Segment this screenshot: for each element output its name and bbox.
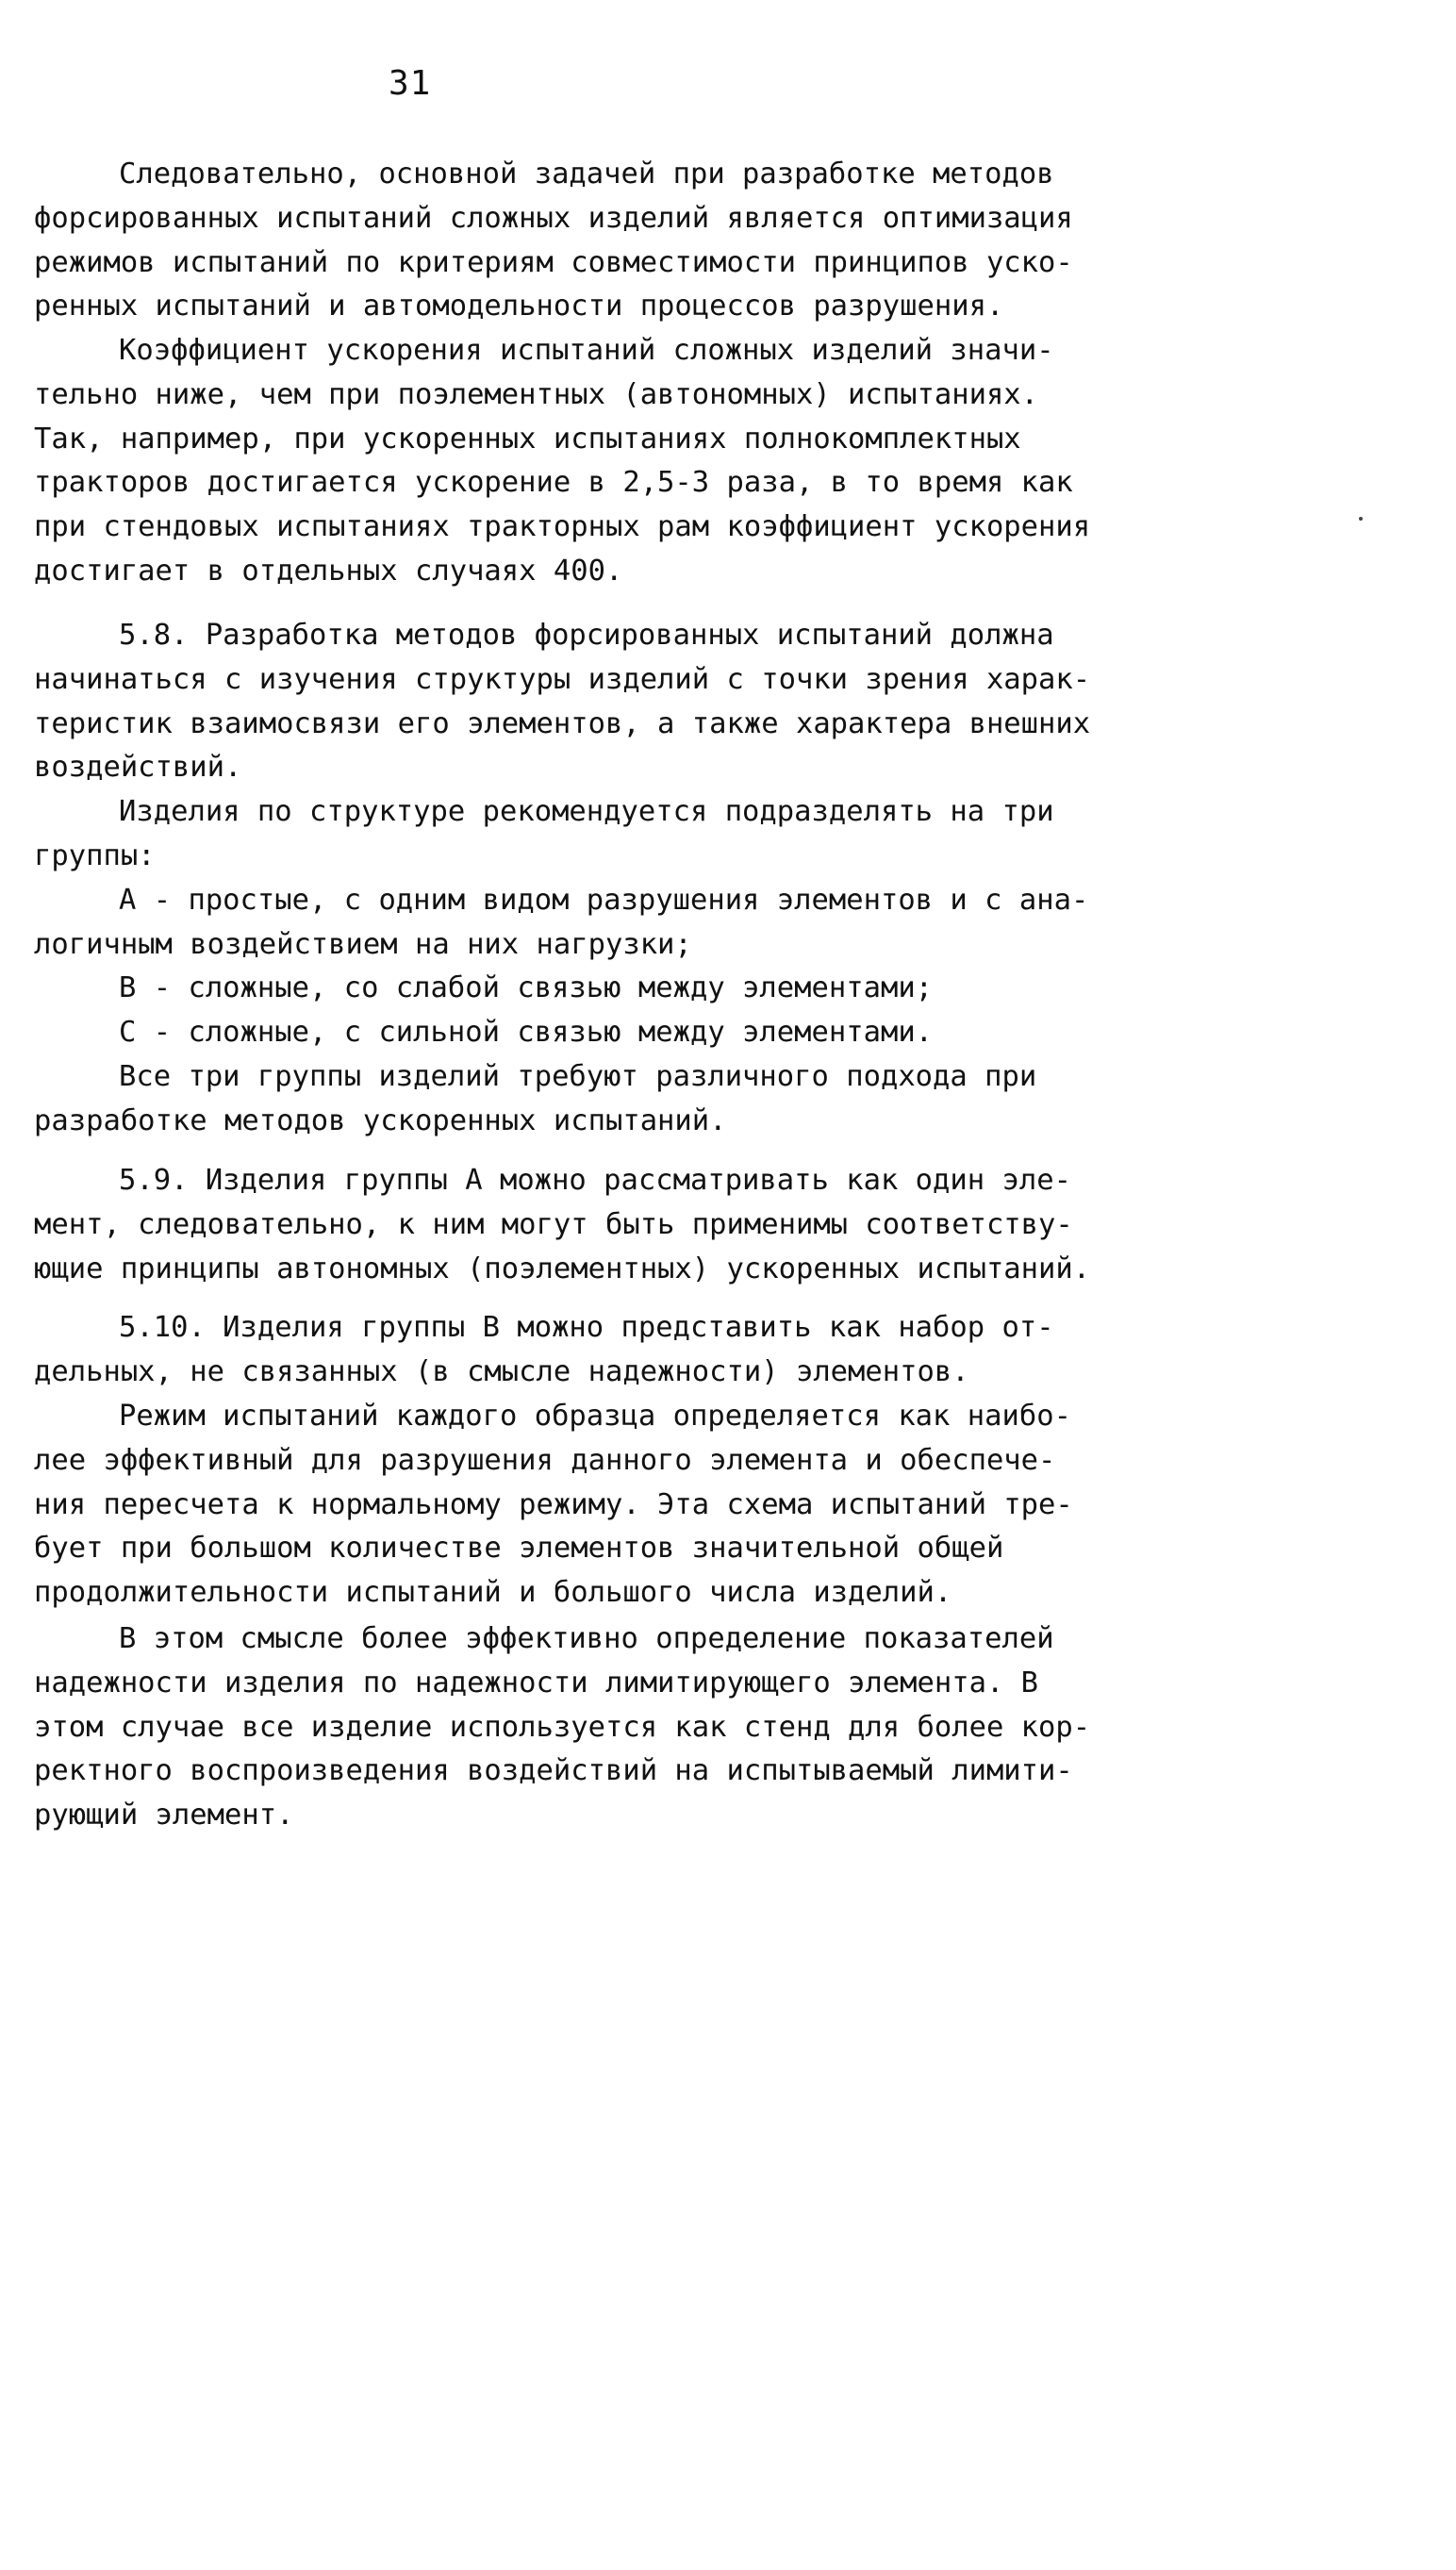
list-item-group-b — [34, 967, 1147, 1011]
text-line: ренных испытаний и автомодельности процессов разрушения. — [34, 290, 1004, 323]
text-line: тракторов достигается ускорение в 2,5-3 раза, в то время как — [34, 466, 1073, 500]
text-line: этом случае все изделие используется как стенд для более кор- — [34, 1710, 1091, 1744]
paragraph-acceleration-coefficient — [34, 329, 1147, 594]
text-line: Следовательно, основной задачей при разработке методов — [119, 158, 1054, 191]
text-line: режимов испытаний по критериям совместимости принципов уско- — [34, 245, 1073, 279]
text-line: надежности изделия по надежности лимитирующего элемента. В — [34, 1666, 1039, 1700]
text-line: С - сложные, с сильной связью между элементами. — [119, 1016, 934, 1049]
list-item-group-a — [34, 879, 1147, 968]
paragraph-conclusion — [34, 153, 1147, 329]
paragraph-structure-groups — [34, 790, 1147, 879]
text-line: рующий элемент. — [34, 1799, 294, 1832]
text-line: 5.9. Изделия группы А можно рассматривать как один эле- — [119, 1164, 1071, 1197]
paragraph-different-approach — [34, 1055, 1147, 1144]
text-line: Так, например, при ускоренных испытаниях полнокомплектных — [34, 422, 1021, 456]
text-line: мент, следовательно, к ним могут быть применимы соответству- — [34, 1207, 1073, 1241]
paragraph-test-mode — [34, 1395, 1147, 1616]
text-line: начинаться с изучения структуры изделий с точки зрения харак- — [34, 662, 1091, 696]
text-line: ющие принципы автономных (поэлементных) ускоренных испытаний. — [34, 1252, 1091, 1285]
text-line: Режим испытаний каждого образца определяется как наибо- — [119, 1400, 1071, 1433]
list-item-group-c — [34, 1011, 1147, 1055]
text-line: Коэффициент ускорения испытаний сложных изделий значи- — [119, 334, 1054, 367]
paragraph-section-5-10 — [34, 1306, 1147, 1395]
text-line: Все три группы изделий требуют различного подхода при — [119, 1060, 1037, 1093]
text-line: дельных, не связанных (в смысле надежности) элементов. — [34, 1354, 969, 1388]
text-line: бует при большом количестве элементов значительной общей — [34, 1532, 1004, 1566]
text-line: ректного воспроизведения воздействий на испытываемый лимити- — [34, 1754, 1073, 1788]
text-line: форсированных испытаний сложных изделий является оптимизация — [34, 201, 1073, 235]
text-line: В - сложные, со слабой связью между элементами; — [119, 971, 934, 1004]
text-line: лее эффективный для разрушения данного элемента и обеспече- — [34, 1443, 1056, 1477]
text-line: разработке методов ускоренных испытаний. — [34, 1103, 727, 1137]
text-line: тельно ниже, чем при поэлементных (автономных) испытаниях. — [34, 377, 1039, 411]
text-line: при стендовых испытаниях тракторных рам коэффициент ускорения — [34, 510, 1091, 544]
text-line: В этом смысле более эффективно определение показателей — [119, 1622, 1054, 1655]
text-line: продолжительности испытаний и большого числа изделий. — [34, 1576, 952, 1610]
text-line: 5.8. Разработка методов форсированных испытаний должна — [119, 619, 1054, 652]
text-line: группы: — [34, 838, 156, 872]
text-line: ния пересчета к нормальному режиму. Эта схема испытаний тре- — [34, 1487, 1073, 1521]
text-line: воздействий. — [34, 751, 242, 785]
paragraph-limiting-element — [34, 1617, 1147, 1838]
paragraph-section-5-9 — [34, 1159, 1147, 1291]
paragraph-section-5-8 — [34, 614, 1147, 790]
scan-speck — [1359, 517, 1363, 521]
text-line: логичным воздействием на них нагрузки; — [34, 927, 692, 961]
text-line: теристик взаимосвязи его элементов, а также характера внешних — [34, 706, 1091, 740]
text-line: 5.10. Изделия группы В можно представить как набор от- — [119, 1311, 1054, 1344]
text-line: достигает в отдельных случаях 400. — [34, 554, 623, 588]
page-number: 31 — [389, 64, 432, 103]
text-line: Изделия по структуре рекомендуется подразделять на три — [119, 795, 1054, 828]
text-line: А - простые, с одним видом разрушения элементов и с ана- — [119, 884, 1089, 917]
